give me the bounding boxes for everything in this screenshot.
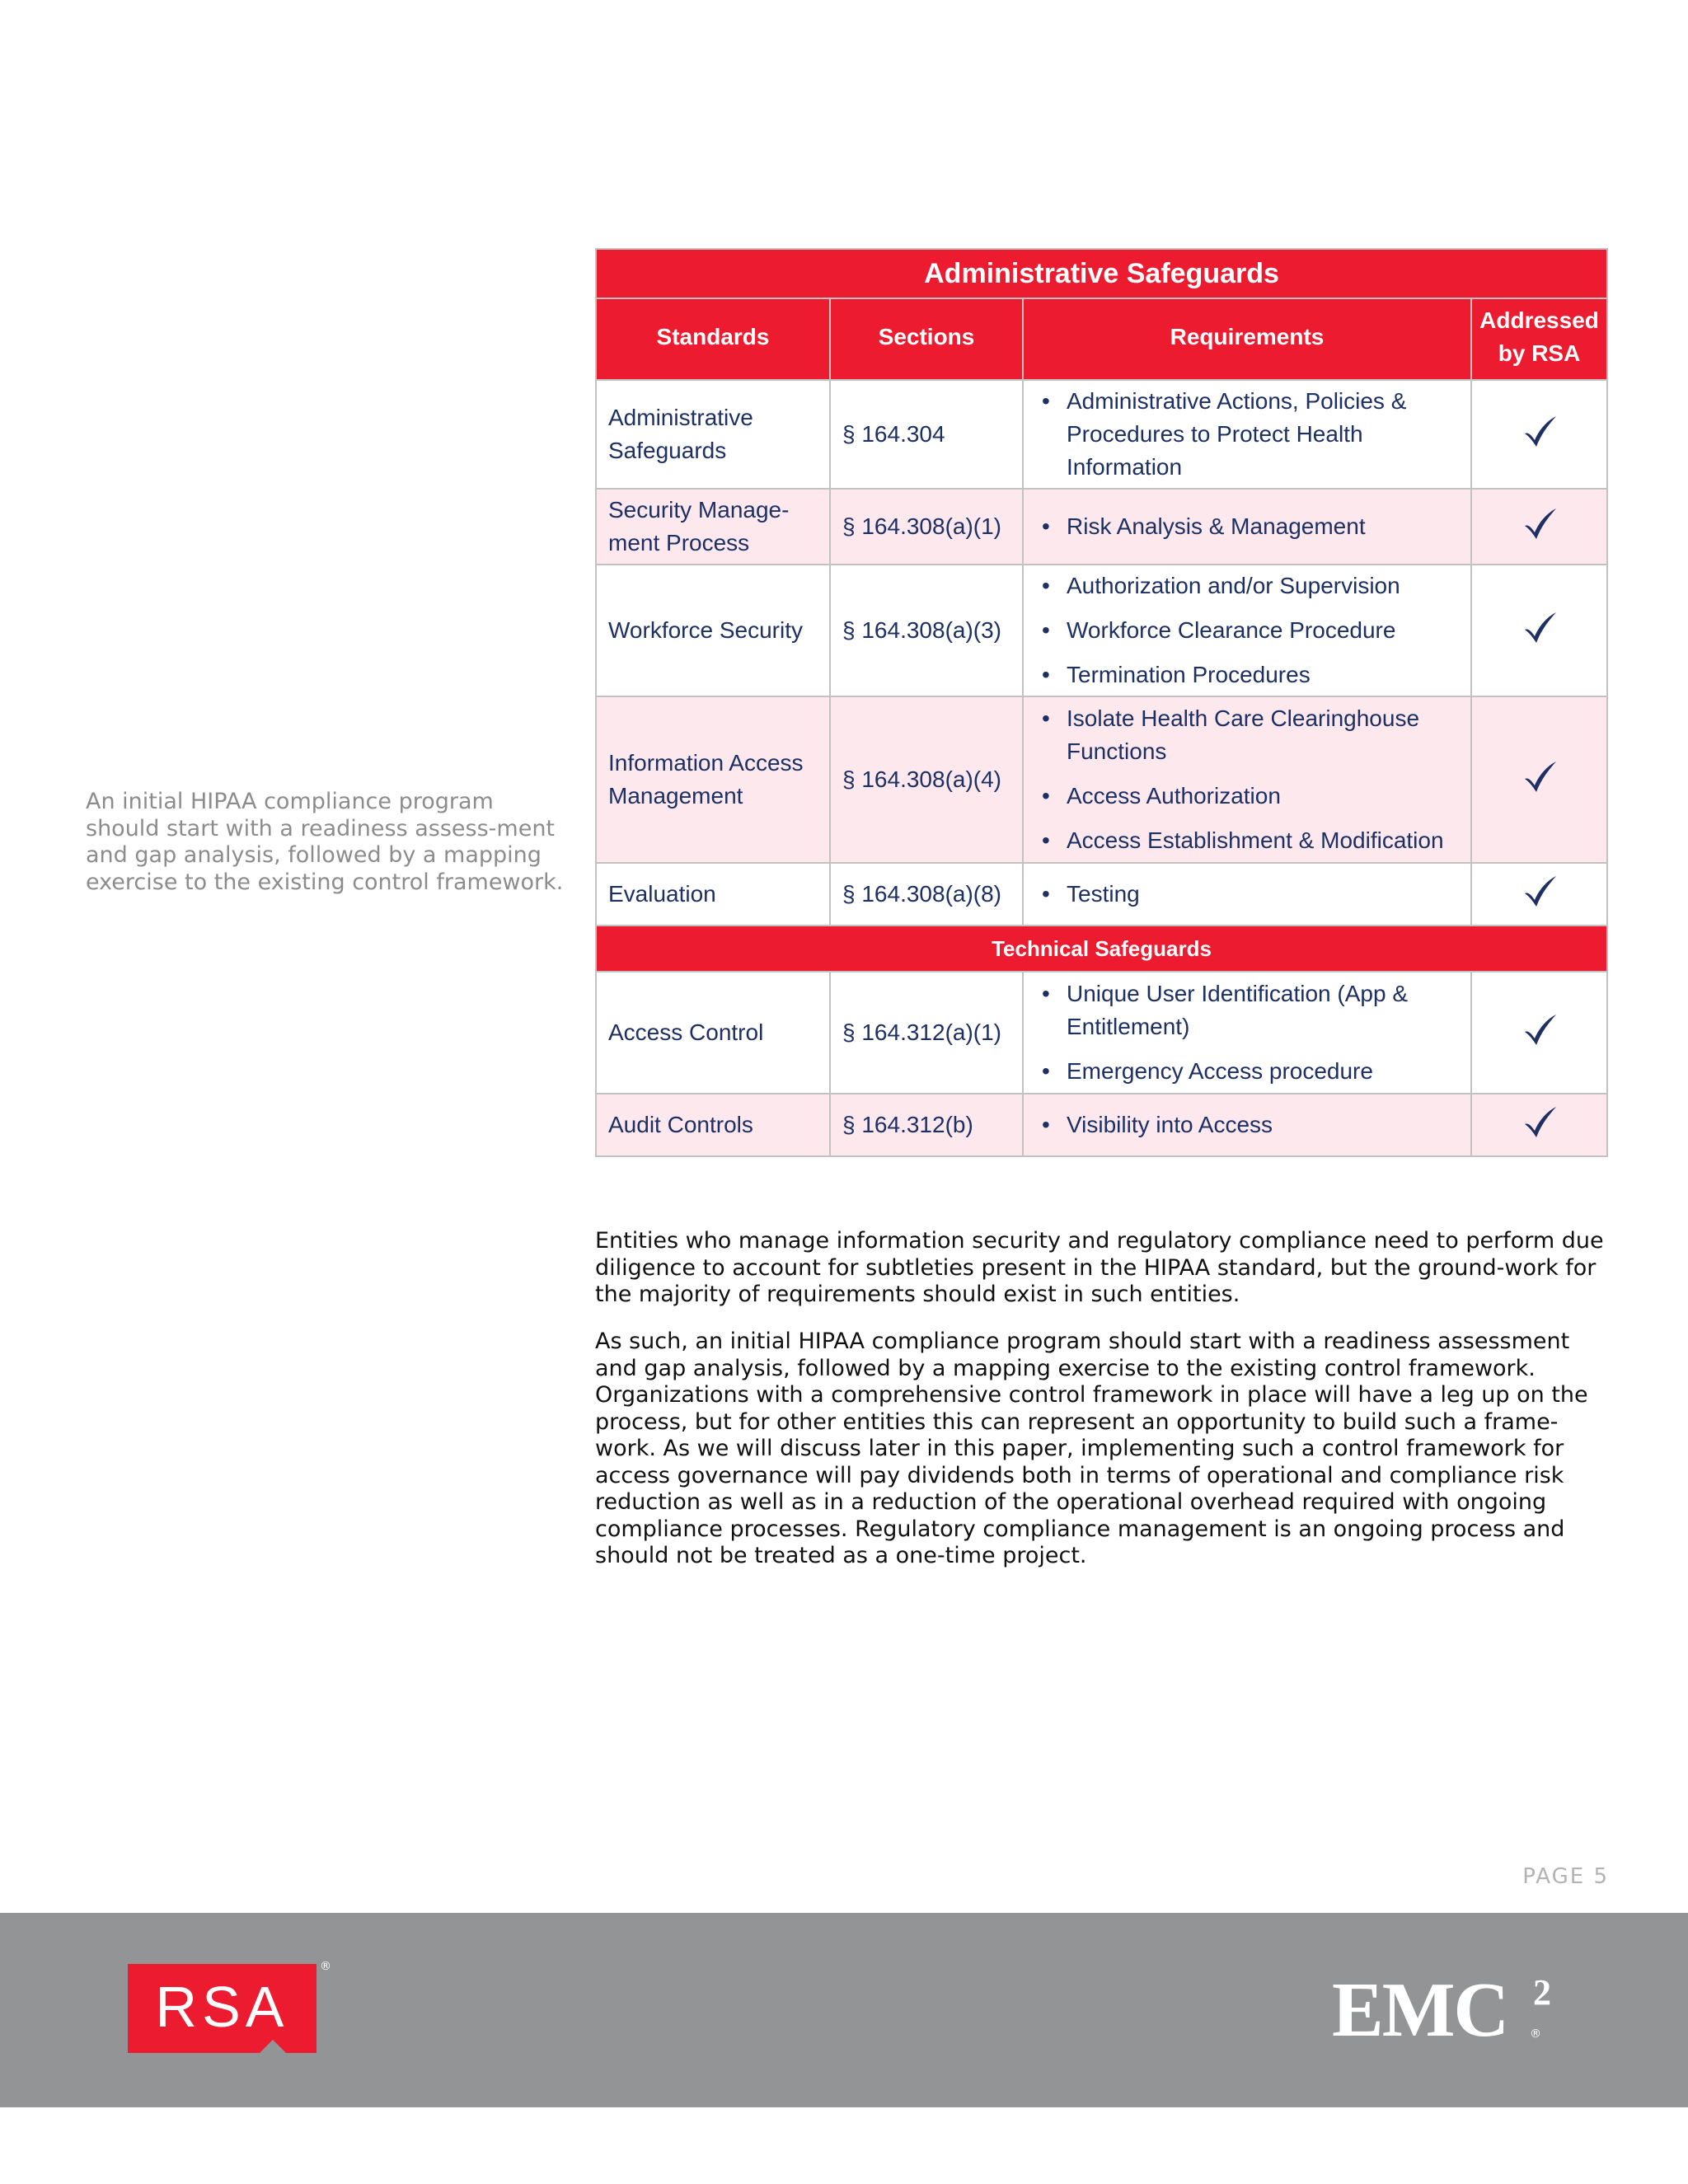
requirements-list [1040,1108,1459,1141]
body-paragraph-2 [595,1329,1611,1570]
rsa-logo-text: RSA [155,1975,289,2039]
safeguards-table [595,248,1608,1157]
requirement-item: • Visibility into Access [1040,1108,1459,1141]
standard-cell: Administrative Safeguards [596,380,830,489]
table-row [596,565,1607,696]
requirements-cell [1023,972,1471,1094]
column-header-standards: Standards [596,298,830,380]
check-icon [1522,414,1558,450]
requirements-cell [1023,863,1471,926]
requirement-item: • Isolate Health Care Clearinghouse Functions [1040,702,1459,768]
requirements-list [1040,702,1459,857]
requirement-item: • Access Establishment & Modification [1040,824,1459,857]
addressed-cell [1471,489,1607,565]
standard-cell: Audit Controls [596,1094,830,1156]
requirement-item: • Risk Analysis & Management [1040,510,1459,543]
table-row [596,380,1607,489]
paragraph-text: Entities who manage information security and regulatory compliance need to perform due diligence to account for subtleties present in the HIPAA standard, but the ground-work for the majority of requirements should exist in such entities. [595,1228,1604,1307]
check-icon [1522,874,1558,910]
addressed-cell [1471,380,1607,489]
body-paragraph-1 [595,1228,1611,1309]
sidebar-pull-quote: An initial HIPAA compliance program should start with a readiness assess-ment and gap analysis, followed by a mapping exercise to the existing control framework. [86,789,564,895]
section-cell: § 164.308(a)(3) [830,565,1023,696]
column-header-addressed: Addressed by RSA [1471,298,1607,380]
standard-cell: Security Manage-ment Process [596,489,830,565]
check-icon [1522,1104,1558,1141]
page-number: PAGE 5 [1522,1864,1609,1889]
requirement-item: • Authorization and/or Supervision [1040,569,1459,602]
table-title: Administrative Safeguards [596,249,1607,298]
rsa-logo [128,1964,316,2053]
section-cell: § 164.312(a)(1) [830,972,1023,1094]
emc-logo: EMC [1332,1967,1508,2053]
admin-rows [596,380,1607,926]
technical-section-title: Technical Safeguards [596,926,1607,972]
check-icon [1522,759,1558,795]
section-cell: § 164.312(b) [830,1094,1023,1156]
check-icon [1522,1012,1558,1048]
section-cell: § 164.308(a)(4) [830,696,1023,863]
section-cell: § 164.308(a)(8) [830,863,1023,926]
requirement-item: • Unique User Identification (App & Entitlement) [1040,977,1459,1043]
table-row [596,972,1607,1094]
addressed-cell [1471,565,1607,696]
requirements-cell [1023,696,1471,863]
section-cell: § 164.304 [830,380,1023,489]
table-row [596,863,1607,926]
requirement-item: • Access Authorization [1040,780,1459,813]
check-icon [1522,506,1558,542]
addressed-cell [1471,863,1607,926]
addressed-cell [1471,1094,1607,1156]
requirement-item: • Termination Procedures [1040,658,1459,691]
paragraph-text: As such, an initial HIPAA compliance program should start with a readiness assessment and gap analysis, followed by a mapping exercise to the existing control framework. Organizations with a comprehensive control framework in place will have a leg up on the process, but for other entities this can represent an opportunity to build such a frame-work. As we will discuss later in this paper, implementing such a control framework for access governance will pay dividends both in terms of operational and compliance risk reduction as well as in a reduction of the operational overhead required with ongoing compliance processes. Regulatory compliance management is an ongoing process and should not be treated as a one-time project. [595,1329,1588,1568]
standard-cell: Evaluation [596,863,830,926]
registered-mark-icon: ® [1530,2027,1541,2041]
rsa-logo-notch-icon [128,1964,316,2053]
standard-cell: Workforce Security [596,565,830,696]
requirements-list [1040,878,1459,911]
registered-mark-icon: ® [320,1960,331,1973]
requirements-cell [1023,1094,1471,1156]
table-row [596,1094,1607,1156]
requirements-cell [1023,489,1471,565]
requirement-item: • Administrative Actions, Policies & Procedures to Protect Health Information [1040,385,1459,484]
requirements-cell [1023,565,1471,696]
addressed-cell [1471,696,1607,863]
requirement-item: • Emergency Access procedure [1040,1055,1459,1088]
emc-logo-superscript: 2 [1533,1972,1551,2013]
addressed-cell [1471,972,1607,1094]
technical-rows [596,972,1607,1156]
standard-cell: Information Access Management [596,696,830,863]
table-row [596,489,1607,565]
requirement-item: • Workforce Clearance Procedure [1040,614,1459,647]
requirements-list [1040,569,1459,691]
section-cell: § 164.308(a)(1) [830,489,1023,565]
column-header-requirements: Requirements [1023,298,1471,380]
requirements-cell [1023,380,1471,489]
check-icon [1522,610,1558,646]
column-header-sections: Sections [830,298,1023,380]
requirements-list [1040,385,1459,484]
requirements-list [1040,510,1459,543]
requirements-list [1040,977,1459,1088]
table-row [596,696,1607,863]
standard-cell: Access Control [596,972,830,1094]
requirement-item: • Testing [1040,878,1459,911]
